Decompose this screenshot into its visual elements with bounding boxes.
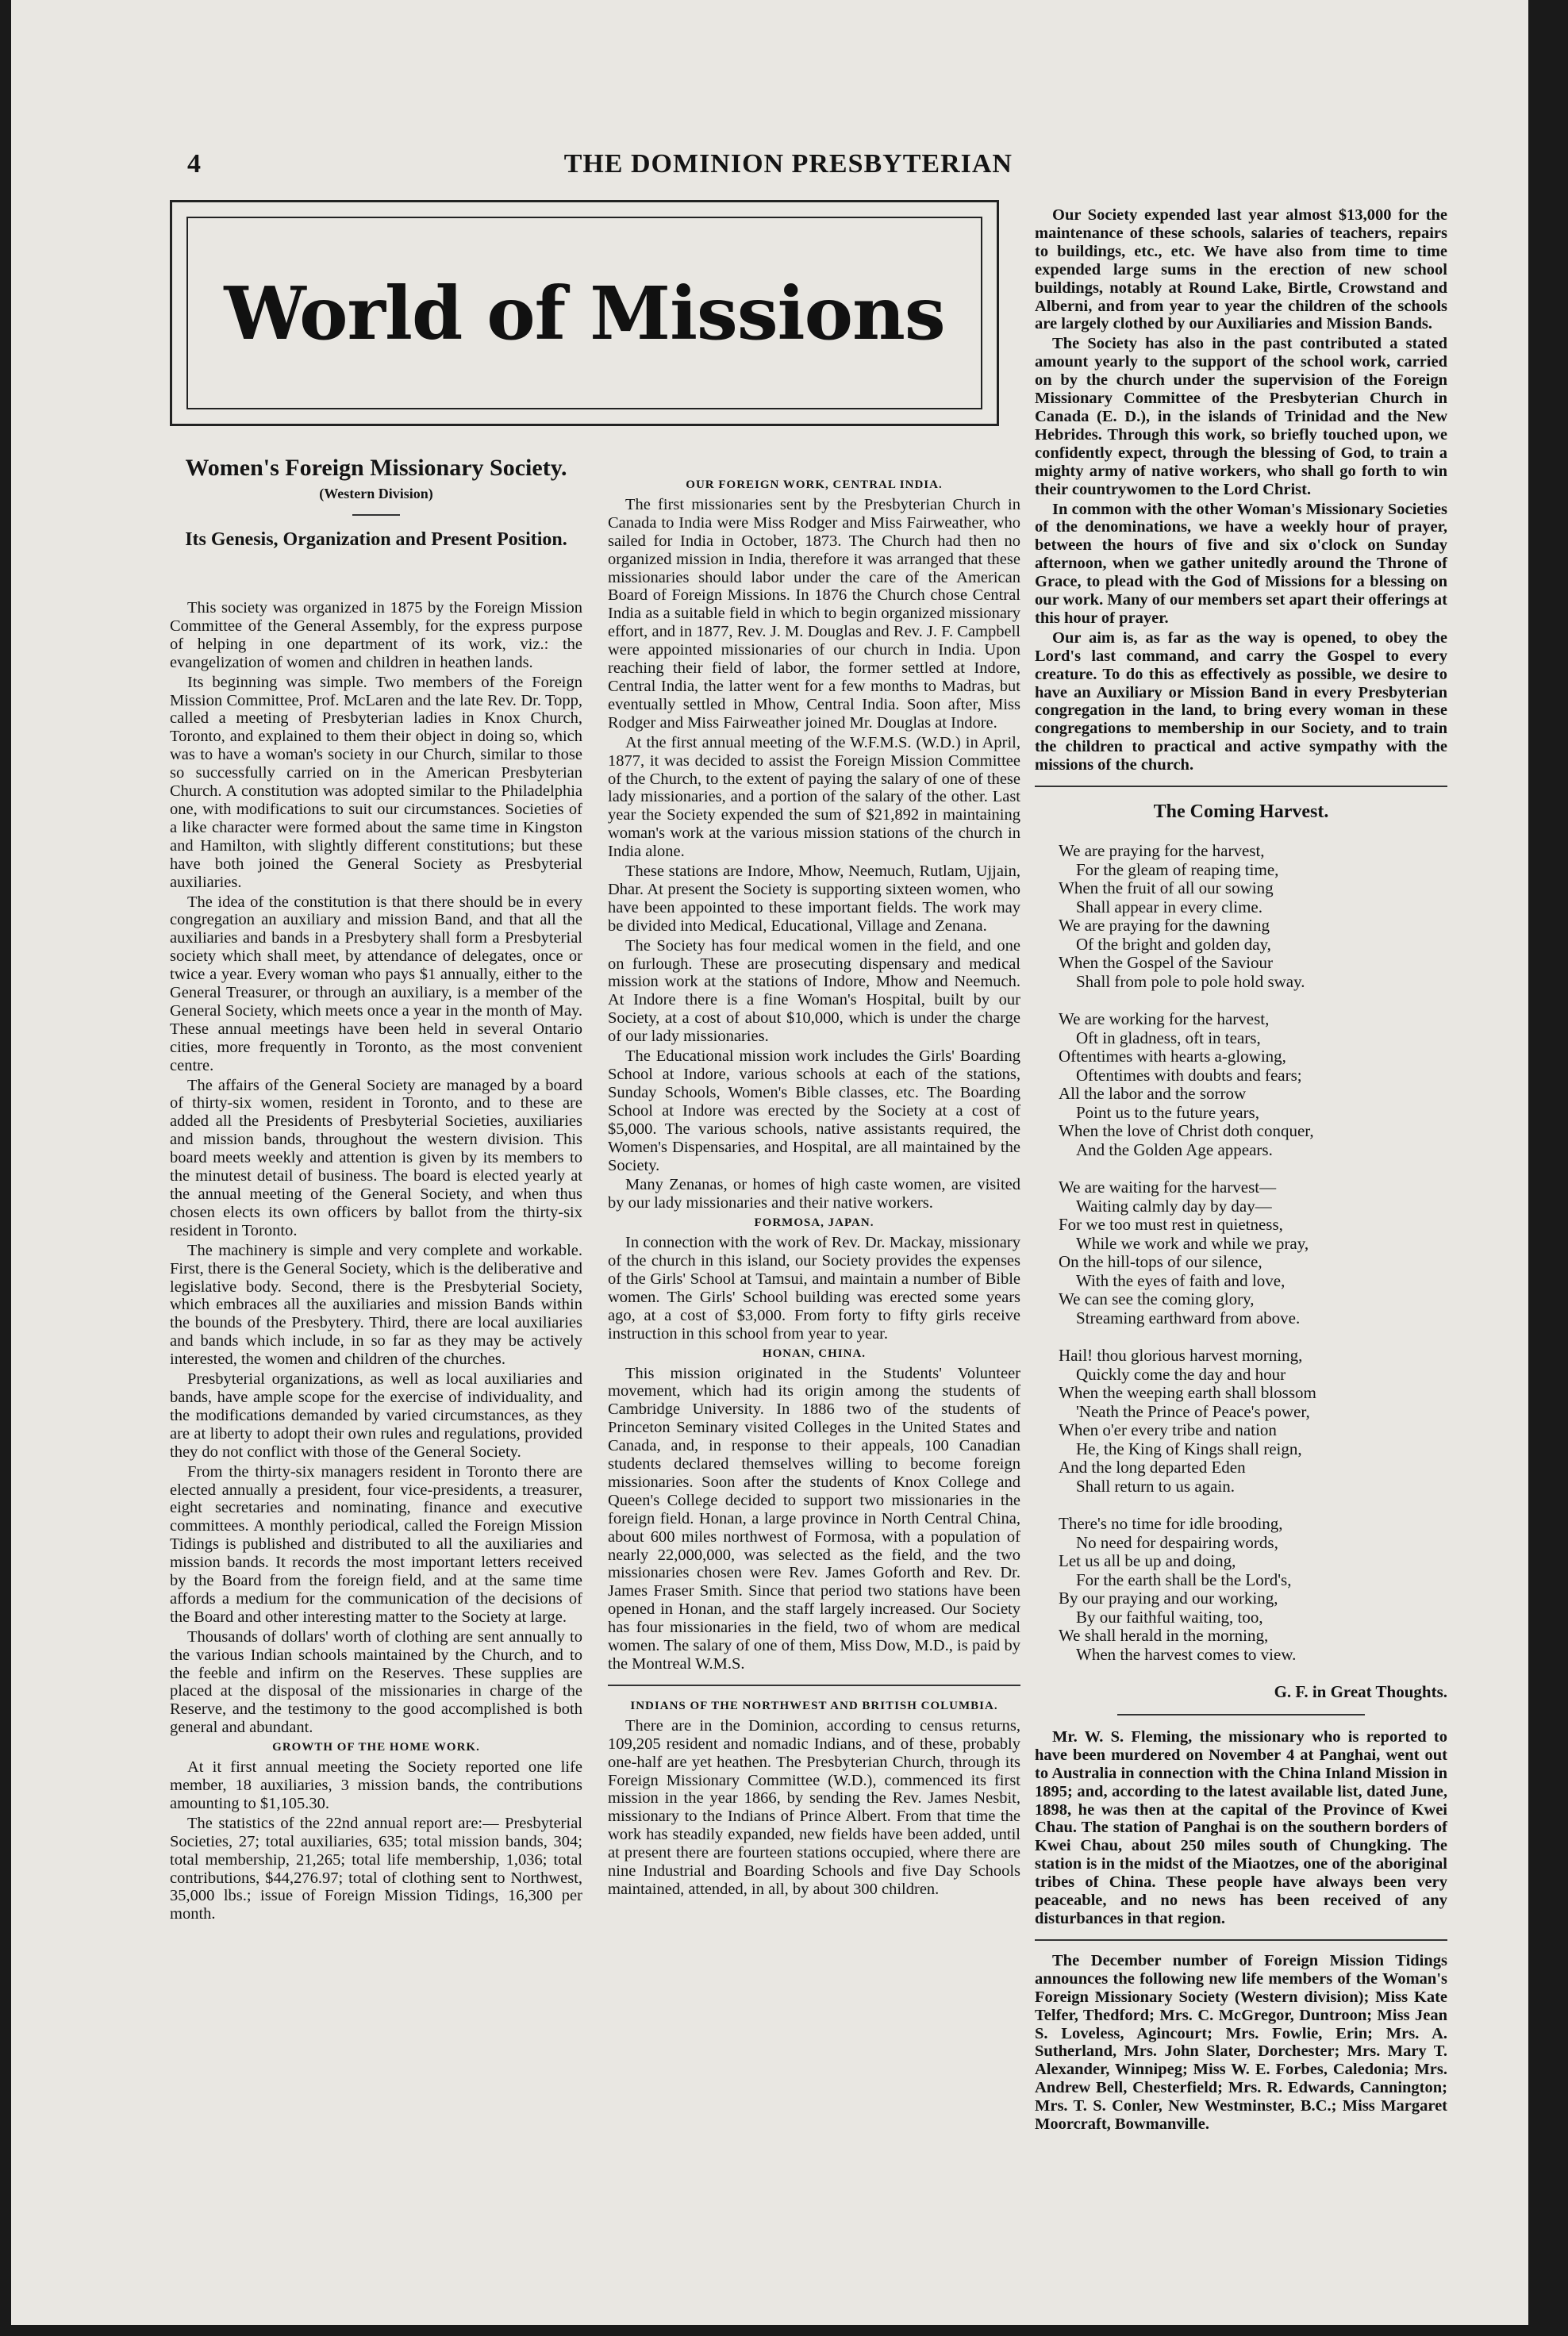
poem-line: We are praying for the harvest, bbox=[1059, 841, 1265, 860]
poem-line: When the love of Christ doth conquer, bbox=[1059, 1121, 1314, 1140]
paragraph: The machinery is simple and very complete and workable. First, there is the General Society, which is the deliberative and legislative body. Second, there is the Presbyterial Society, which embraces all the auxiliaries and mission Bands within the bounds of the Presbytery. Third, there are local auxiliaries and bands which include, in so far as they may be actively interested, the women and children of the churches. bbox=[170, 1241, 582, 1369]
paragraph: The Educational mission work includes the Girls' Boarding School at Indore, various schools at each of the stations, Sunday Schools, Women's Bible classes, etc. The Boarding School at Indore was erected by the Society at a cost of $5,000. The various schools, native assistants required, the Women's Dispensaries, and Hospital, are all maintained by the Society. bbox=[608, 1047, 1020, 1174]
poem-line: Oftentimes with doubts and fears; bbox=[1076, 1065, 1302, 1085]
section-heading-formosa: FORMOSA, JAPAN. bbox=[754, 1216, 874, 1230]
poem-line: For the gleam of reaping time, bbox=[1076, 859, 1279, 879]
column-3 bbox=[1035, 206, 1447, 2135]
paragraph: In connection with the work of Rev. Dr. Mackay, missionary of the church in this island, our Society provides the expenses of the Girls' School at Tamsui, and maintain a number of Bible women. The Girls' School building was erected some years ago, at a cost of $3,000. From forty to fifty girls receive instruction in this school from year to year. bbox=[608, 1234, 1020, 1343]
poem-line: Oft in gladness, oft in tears, bbox=[1076, 1028, 1261, 1047]
poem bbox=[1059, 842, 1447, 1664]
poem-line: Shall from pole to pole hold sway. bbox=[1076, 971, 1305, 991]
poem-line: With the eyes of faith and love, bbox=[1076, 1270, 1286, 1290]
poem-stanza bbox=[1059, 1178, 1447, 1327]
paragraph: The December number of Foreign Mission Tidings announces the following new life members of the Woman's Foreign Missionary Society (Western division); Miss Kate Telfer, Thedford; Mrs. C. McGregor, Duntroon; Miss Jean S. Loveless, Agincourt; Mrs. Fowlie, Erin; Mrs. A. Sutherland, Mrs. John Slater, Dorchester; Mrs. Mary T. Alexander, Winnipeg; Miss W. E. Forbes, Caledonia; Mrs. Andrew Bell, Chesterfield; Mrs. R. Edwards, Cannington; Mrs. T. S. Conler, New Westminster, B.C.; Miss Margaret Moorcraft, Bowmanville. bbox=[1035, 1951, 1447, 2134]
poem-title: The Coming Harvest. bbox=[1153, 801, 1329, 823]
poem-line: When o'er every tribe and nation bbox=[1059, 1420, 1277, 1439]
poem-line: We shall herald in the morning, bbox=[1059, 1626, 1269, 1645]
poem-line: Waiting calmly day by day— bbox=[1076, 1196, 1272, 1216]
paragraph: The Society has four medical women in the field, and one on furlough. These are prosecuting dispensary and medical mission work at the stations of Indore, Mhow and Neemuch. At Indore there is a fine Woman's Hospital, built by our Society, at a cost of about $10,000, which is under the charge of our lady missionaries. bbox=[608, 936, 1020, 1046]
poem-line: Quickly come the day and hour bbox=[1076, 1364, 1286, 1384]
poem-signature: G. F. in Great Thoughts. bbox=[1274, 1682, 1447, 1701]
poem-line: No need for despairing words, bbox=[1076, 1532, 1278, 1552]
paragraph: The idea of the constitution is that there should be in every congregation an auxiliary and mission Band, and that all the auxiliaries and bands in a Presbytery shall form a Presbyterial society which shall meet, by attendance of delegates, once or twice a year. Every woman who pays $1 annually, either to the General Treasurer, or through an auxiliary, is a member of the General Society, which meets once a year in the month of May. These annual meetings have been held in several Ontario cities, more frequently in Toronto, as the most convenient centre. bbox=[170, 893, 582, 1074]
poem-line: When the harvest comes to view. bbox=[1076, 1644, 1297, 1664]
poem-line: Point us to the future years, bbox=[1076, 1102, 1259, 1122]
paragraph: The statistics of the 22nd annual report are:— Presbyterial Societies, 27; total auxiliaries, 635; total mission bands, 304; total membership, 21,265; total life membership, 1,036; total contributions, $44,276.97; total of clothing sent to Northwest, 35,000 lbs.; issue of Foreign Mission Tidings, 16,300 per month. bbox=[170, 1814, 582, 1923]
paragraph: The affairs of the General Society are managed by a board of thirty-six women, resident in Toronto, and to these are added all the Presidents of Presbyterial Societies, auxiliaries and mission bands, throughout the western division. This board meets weekly and attention is given by its members to the minutest detail of business. The board is elected yearly at the annual meeting of the General Society, and when thus chosen elects its own officers by ballot from the thirty-six resident in Toronto. bbox=[170, 1076, 582, 1239]
section-heading-india: OUR FOREIGN WORK, CENTRAL INDIA. bbox=[686, 478, 943, 491]
running-title: THE DOMINION PRESBYTERIAN bbox=[563, 149, 1013, 179]
poem-line: Of the bright and golden day, bbox=[1076, 934, 1271, 954]
poem-line: On the hill-tops of our silence, bbox=[1059, 1252, 1262, 1271]
poem-line: Let us all be up and doing, bbox=[1059, 1551, 1236, 1570]
poem-stanza bbox=[1059, 842, 1447, 991]
page-number: 4 bbox=[187, 149, 201, 179]
poem-line: By our faithful waiting, too, bbox=[1076, 1607, 1263, 1627]
column-rule bbox=[1117, 1714, 1365, 1716]
section-heading-indians: INDIANS OF THE NORTHWEST AND BRITISH COLUMBIA. bbox=[630, 1699, 998, 1712]
paragraph: Our aim is, as far as the way is opened, to obey the Lord's last command, and carry the Gospel to every creature. To do this as effectively as possible, we desire to have an Auxiliary or Mission Band in every Presbyterian congregation in the land, to bring every woman in these congregations to membership in our Society, and to train the children to practical and active sympathy with the missions of the church. bbox=[1035, 628, 1447, 774]
poem-line: For we too must rest in quietness, bbox=[1059, 1215, 1283, 1234]
poem-line: There's no time for idle brooding, bbox=[1059, 1514, 1283, 1533]
paragraph: Mr. W. S. Fleming, the missionary who is reported to have been murdered on November 4 at Panghai, went out to Australia in connection with the China Inland Mission in 1895; and, according to the latest available list, dated June, 1898, he was then at the capital of the Province of Kwei Chau. The station of Panghai is on the southern borders of Kwei Chau, about 250 miles south of Chungking. The station is in the midst of the Miaotzes, one of the aboriginal tribes of China. These people have always been very peaceable, and no news has been received of any disturbances in that region. bbox=[1035, 1727, 1447, 1927]
paragraph: At it first annual meeting the Society reported one life member, 18 auxiliaries, 3 mission bands, the contributions amounting to $1,105.30. bbox=[170, 1758, 582, 1812]
article-subtitle: Its Genesis, Organization and Present Position. bbox=[185, 529, 567, 550]
paragraph: In common with the other Woman's Missionary Societies of the denominations, we have a weekly hour of prayer, between the hours of five and six o'clock on Sunday afternoon, when we gather unitedly around the Throne of Grace, to plead with the God of Missions for a blessing on our work. Many of our members set apart their offerings at this hour of prayer. bbox=[1035, 500, 1447, 627]
paragraph: The Society has also in the past contributed a stated amount yearly to the support of the school work, carried on by the church under the supervision of the Foreign Missionary Committee of the Presbyterian Church in Canada (E. D.), in the islands of Trinidad and the New Hebrides. Through this work, so briefly touched upon, we confidently expect, through the blessing of God, to train a mighty army of native workers, who shall go forth to win their countrywomen to the Lord Christ. bbox=[1035, 335, 1447, 498]
article-title: Women's Foreign Missionary Society. bbox=[185, 455, 567, 481]
poem-line: We are waiting for the harvest— bbox=[1059, 1178, 1277, 1197]
banner-title: World of Missions bbox=[224, 270, 945, 356]
poem-line: And the long departed Eden bbox=[1059, 1458, 1246, 1477]
paragraph: This society was organized in 1875 by the Foreign Mission Committee of the General Assembly, for the express purpose of helping in one department of its work, viz.: the evangelization of women and children in heathen lands. bbox=[170, 599, 582, 671]
page-header bbox=[187, 149, 1013, 181]
poem-line: For the earth shall be the Lord's, bbox=[1076, 1570, 1292, 1589]
poem-stanza bbox=[1059, 1515, 1447, 1664]
poem-line: All the labor and the sorrow bbox=[1059, 1084, 1247, 1103]
poem-line: While we work and while we pray, bbox=[1076, 1233, 1309, 1253]
poem-line: When the weeping earth shall blossom bbox=[1059, 1383, 1316, 1402]
paragraph: The first missionaries sent by the Presbyterian Church in Canada to India were Miss Rodger and Miss Fairweather, who sailed for India in October, 1873. The Church had then no organized mission in India, therefore it was arranged that these missionaries should labor under the care of the American Board of Foreign Missions. In 1876 the Church chose Central India as a suitable field in which to begin organized missionary effort, and in 1877, Rev. J. M. Douglas and Rev. J. F. Campbell were appointed missionaries of our church in India. Upon reaching their field of labor, the former settled at Indore, Central India, the latter went for a few months to Madras, but eventually settled in Mhow, Central India. Soon after, Miss Rodger and Miss Fairweather joined Mr. Douglas at Indore. bbox=[608, 495, 1020, 732]
paragraph: This mission originated in the Students' Volunteer movement, which had its origin among the students of Cambridge University. In 1886 two of the students of Princeton Seminary visited Colleges in the United States and Canada, and, in response to their appeals, 100 Canadian students declared themselves willing to become foreign missionaries. Soon after the students of Knox College and Queen's College decided to support two missionaries in the foreign field. Honan, a large province in North Central China, about 600 miles northwest of Formosa, with a population of nearly 22,000,000, was selected as the field, and the two missionaries chosen were Rev. James Goforth and Rev. Dr. James Fraser Smith. Since that period two stations have been opened in Honan, and the staff largely increased. Our Society has four missionaries in the field, two of whom are medical women. The salary of one of them, Miss Dow, M.D., is paid by the Montreal W.M.S. bbox=[608, 1364, 1020, 1673]
poem-line: Streaming earthward from above. bbox=[1076, 1308, 1301, 1327]
poem-line: When the Gospel of the Saviour bbox=[1059, 953, 1274, 972]
poem-line: Hail! thou glorious harvest morning, bbox=[1059, 1346, 1303, 1365]
paragraph: From the thirty-six managers resident in Toronto there are elected annually a president, four vice-presidents, a treasurer, eight secretaries and nominating, finance and executive committees. A monthly periodical, called the Foreign Mission Tidings is published and distributed to all the auxiliaries and mission bands. It records the most important letters received by the Board from the foreign field, and at the same time affords a medium for the communication of the decisions of the Board and other interesting matter to the Society at large. bbox=[170, 1462, 582, 1626]
continuation-text bbox=[1035, 206, 1447, 774]
poem-line: 'Neath the Prince of Peace's power, bbox=[1076, 1401, 1310, 1421]
poem-line: When the fruit of all our sowing bbox=[1059, 878, 1274, 897]
section-heading-home-work: GROWTH OF THE HOME WORK. bbox=[272, 1741, 480, 1754]
column-1 bbox=[170, 599, 582, 1925]
paragraph: Presbyterial organizations, as well as local auxiliaries and bands, have ample scope for the exercise of individuality, and the modifications demanded by varied circumstances, as they are at liberty to adopt their own rules and regulations, provided they do not conflict with those of the General Society. bbox=[170, 1370, 582, 1461]
column-rule bbox=[1035, 1939, 1447, 1941]
fleming-notice bbox=[1035, 1728, 1447, 1928]
article-division: (Western Division) bbox=[319, 486, 433, 501]
poem-line: Shall appear in every clime. bbox=[1076, 897, 1262, 916]
poem-line: By our praying and our working, bbox=[1059, 1589, 1278, 1608]
poem-line: Shall return to us again. bbox=[1076, 1476, 1236, 1496]
paragraph: Many Zenanas, or homes of high caste women, are visited by our lady missionaries and their native workers. bbox=[608, 1176, 1020, 1212]
column-rule bbox=[1035, 786, 1447, 787]
poem-line: We can see the coming glory, bbox=[1059, 1289, 1255, 1308]
poem-line: He, the King of Kings shall reign, bbox=[1076, 1439, 1302, 1458]
banner-inner-frame bbox=[186, 217, 982, 409]
paragraph: Its beginning was simple. Two members of the Foreign Mission Committee, Prof. McLaren and the late Rev. Dr. Topp, called a meeting of Presbyterian ladies in Knox Church, Toronto, and explained to them their object in doing so, which was to have a woman's society in our Church, similar to those so successfully carried on in the American Presbyterian Church. A constitution was adopted similar to the Philadelphia one, with modifications to suit our circumstances. Societies of a like character were formed about the same time in Kingston and Hamilton, with slightly different constitutions; but these have both joined the General Society as Presbyterial auxiliaries. bbox=[170, 673, 582, 891]
paragraph: Thousands of dollars' worth of clothing are sent annually to the various Indian schools maintained by the Church, and to the feeble and infirm on the Reserves. These supplies are placed at the disposal of the missionaries in charge of the Reserve, and the testimony to the good accomplished is both general and abundant. bbox=[170, 1627, 582, 1737]
poem-line: We are working for the harvest, bbox=[1059, 1009, 1270, 1028]
paragraph: Our Society expended last year almost $13,000 for the maintenance of these schools, salaries of teachers, repairs to buildings, etc., etc. We have also from time to time expended large sums in the erection of new school buildings, notably at Round Lake, Birtle, Crowstand and Alberni, and from year to year the children of the schools are largely clothed by our Auxiliaries and Mission Bands. bbox=[1035, 206, 1447, 333]
poem-stanza bbox=[1059, 1010, 1447, 1159]
paragraph: There are in the Dominion, according to census returns, 109,205 resident and nomadic Indians, and of these, probably one-half are yet heathen. The Presbyterian Church, through its Foreign Missionary Committee (W.D.), commenced its first mission in the year 1866, by sending the Rev. James Nesbit, missionary to the Indians of Prince Albert. From that time the work has steadily expanded, new fields have been added, until at present there are fourteen stations occupied, where there are nine Industrial and Boarding Schools and five Day Schools maintained, attended, in all, by about 300 children. bbox=[608, 1716, 1020, 1898]
poem-stanza bbox=[1059, 1347, 1447, 1496]
poem-line: We are praying for the dawning bbox=[1059, 916, 1270, 935]
column-2 bbox=[608, 476, 1020, 1900]
section-heading-honan: HONAN, CHINA. bbox=[762, 1347, 867, 1360]
poem-line: Oftentimes with hearts a-glowing, bbox=[1059, 1047, 1286, 1066]
paragraph: These stations are Indore, Mhow, Neemuch, Rutlam, Ujjain, Dhar. At present the Society is supporting sixteen women, who have been appointed to these important fields. The work may be divided into Medical, Educational, Village and Zenana. bbox=[608, 863, 1020, 935]
newspaper-page bbox=[11, 0, 1528, 2325]
title-rule bbox=[352, 514, 400, 516]
section-banner bbox=[170, 200, 999, 426]
tidings-notice bbox=[1035, 1952, 1447, 2134]
column-rule bbox=[608, 1685, 1020, 1686]
paragraph: At the first annual meeting of the W.F.M.S. (W.D.) in April, 1877, it was decided to assist the Foreign Mission Committee of the Church, to the extent of paying the salary of one of these lady missionaries, and a portion of the salary of the other. Last year the Society expended the sum of $21,892 in maintaining woman's work at the various mission stations of the church in India alone. bbox=[608, 733, 1020, 861]
poem-line: And the Golden Age appears. bbox=[1076, 1139, 1273, 1159]
